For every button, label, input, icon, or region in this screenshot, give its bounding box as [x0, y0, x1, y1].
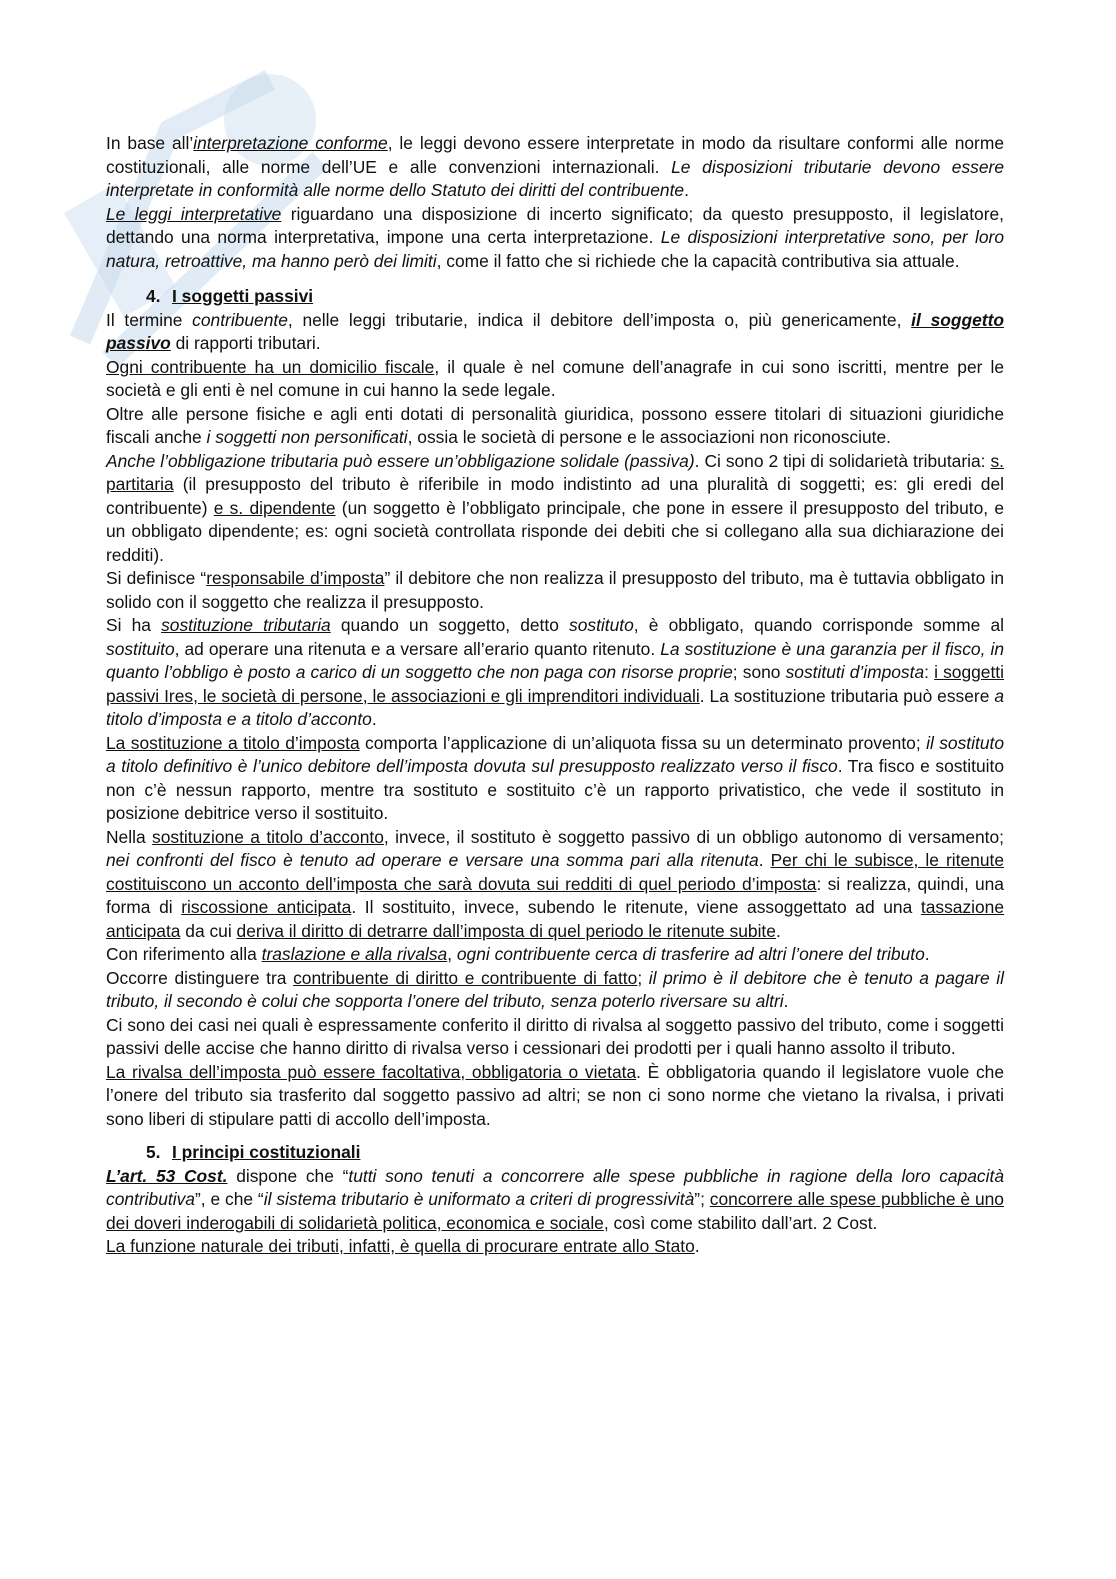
text-run: responsabile d’imposta [206, 568, 385, 588]
text-run: tutti sono tenuti a concorrere alle spese pubbliche in ragione della loro capacità contributiva [106, 1165, 1004, 1209]
paragraph [106, 732, 1004, 826]
text-run: , così come stabilito dall’art. 2 Cost. [603, 1212, 878, 1233]
text-run: tassazione anticipata [106, 897, 1005, 941]
text-run: , ossia le società di persone e le associazioni non riconosciute. [407, 427, 891, 447]
text-run: comporta l’applicazione di un’aliquota fissa su un determinato provento; [359, 732, 927, 753]
text-run: ogni contribuente cerca di trasferire ad altri l’onere del tributo [456, 944, 925, 964]
text-run: (il presupposto del tributo è riferibile in modo indistinto ad una pluralità di soggetti; es: gli eredi del contribuente) [106, 474, 1004, 518]
paragraph [106, 403, 1004, 450]
text-run: . [924, 944, 930, 964]
section-4-body [106, 309, 1004, 1132]
paragraph [106, 1235, 1004, 1259]
intro-section [106, 132, 1004, 273]
section-title: I soggetti passivi [172, 286, 314, 306]
text-run: La sostituzione a titolo d’imposta [106, 732, 360, 753]
text-run: traslazione e alla rivalsa [261, 944, 448, 964]
text-run: il primo è il debitore che è tenuto a pagare il tributo, il secondo è colui che sopporta l’onere del tributo, senza poterlo riversare su altri [106, 967, 1005, 1011]
text-run: deriva il diritto di detrarre dall’imposta di quel periodo le ritenute subite [236, 920, 776, 941]
section-heading-4 [106, 285, 1004, 309]
section-title: I principi costituzionali [172, 1142, 361, 1162]
text-run: , [447, 944, 457, 964]
paragraph [106, 1165, 1004, 1236]
text-run: . Ci sono 2 tipi di solidarietà tributaria: [694, 450, 991, 471]
text-run: , le leggi devono essere interpretate in modo da risultare conformi alle norme costituzionali, alle norme dell’UE e alle convenzioni internazionali. [106, 133, 1004, 177]
text-run: . È obbligatoria quando il legislatore vuole che l’onere del tributo sia trasferito dal soggetto passivo ad altri; se non ci sono norme che vietano la rivalsa, i privati sono liberi di stipulare patti di accollo dell’imposta. [106, 1061, 1005, 1129]
text-run: s. partitaria [106, 450, 1004, 494]
text-run: di rapporti tributari. [170, 333, 321, 353]
text-run: Le disposizioni interpretative sono, per loro natura, retroattive, ma hanno però dei limiti [106, 227, 1005, 271]
text-run: Occorre distinguere tra [106, 967, 294, 988]
text-run: ” il debitore che non realizza il presupposto del tributo, ma è tuttavia obbligato in solido con il soggetto che realizza il presupposto. [106, 568, 1004, 612]
section-number: 4. [146, 286, 161, 306]
text-run: . La sostituzione tributaria può essere [699, 685, 995, 706]
text-run: a titolo d’imposta e a titolo d’acconto [106, 685, 1005, 729]
text-run: da cui [180, 920, 237, 941]
text-run: Le leggi interpretative [106, 203, 282, 224]
text-run: , invece, il sostituto è soggetto passivo di un obbligo autonomo di versamento; [383, 826, 1004, 847]
text-run: Con riferimento alla [106, 944, 262, 964]
text-run: il soggetto passivo [106, 309, 1004, 353]
text-run: . [783, 991, 789, 1011]
text-run: sostituzione a titolo d’acconto [152, 826, 384, 847]
text-run: Ogni contribuente ha un domicilio fiscale [106, 356, 435, 377]
paragraph [106, 1061, 1004, 1132]
text-run: interpretazione conforme [193, 133, 388, 153]
text-run: riguardano una disposizione di incerto significato; da questo presupposto, il legislatore, dettando una norma interpretativa, impone una certa interpretazione. [106, 203, 1004, 247]
text-run: concorrere alle spese pubbliche è uno dei doveri inderogabili di solidarietà politica, economica e sociale [106, 1189, 1004, 1233]
text-run: nei confronti del fisco è tenuto ad operare e versare una somma pari alla ritenuta [106, 850, 759, 870]
document-page [106, 132, 1004, 1259]
text-run: e s. dipendente [213, 497, 336, 518]
text-run: La rivalsa dell’imposta può essere facoltativa, obbligatoria o vietata [106, 1061, 637, 1082]
text-run: riscossione anticipata [181, 897, 352, 917]
text-run: ”, e che “ [194, 1189, 264, 1209]
paragraph [106, 967, 1004, 1014]
text-run: . Il sostituito, invece, subendo le ritenute, viene assoggettato ad una [351, 897, 921, 917]
paragraph [106, 1014, 1004, 1061]
text-run: sostituti d’imposta [785, 662, 925, 682]
text-run: (un soggetto è l’obbligato principale, che pone in essere il presupposto del tributo, e un obbligato dipendente; es: ogni società controllata risponde dei debiti che si collegano alla sua dichiarazione dei redditi). [106, 497, 1005, 565]
text-run: il sistema tributario è uniformato a criteri di progressività [263, 1189, 695, 1209]
text-run: Ci sono dei casi nei quali è espressamente conferito il diritto di rivalsa al soggetto passivo del tributo, come i soggetti passivi delle accise che hanno diritto di rivalsa verso i cessionari dei prodotti per i quali hanno assolto il tributo. [106, 1014, 1004, 1058]
text-run: Si definisce “ [106, 568, 207, 588]
paragraph [106, 203, 1004, 274]
text-run: sostituzione tributaria [161, 615, 331, 635]
text-run: ”; [694, 1189, 710, 1209]
paragraph [106, 826, 1004, 944]
text-run: La sostituzione è una garanzia per il fisco, in quanto l’obbligo è posto a carico di un soggetto che non paga con risorse proprie [106, 638, 1005, 682]
text-run: Le disposizioni tributarie devono essere interpretate in conformità alle norme dello Statuto dei diritti del contribuente [106, 156, 1004, 200]
paragraph [106, 943, 1004, 967]
text-run: contribuente [192, 309, 288, 330]
text-run: Nella [106, 826, 153, 847]
text-run: : [924, 662, 935, 682]
text-run: . Tra fisco e sostituito non c’è nessun rapporto, mentre tra sostituto e sostituito c’è un rapporto privatistico, che vede il sostituto in posizione debitrice verso il sostituito. [106, 756, 1004, 823]
text-run: , nelle leggi tributarie, indica il debitore dell’imposta o, più genericamente, [287, 309, 912, 330]
text-run: . [775, 920, 781, 941]
text-run: , è obbligato, quando corrisponde somme al [633, 615, 1004, 635]
text-run: contribuente di diritto e contribuente di fatto [293, 967, 638, 988]
section-number: 5. [146, 1142, 161, 1162]
text-run: . [694, 1236, 700, 1256]
text-run: Per chi le subisce, le ritenute costituiscono un acconto dell’imposta che sarà dovuta sui redditi di quel periodo d’imposta [106, 850, 1005, 894]
paragraph [106, 309, 1004, 356]
text-run: dispone che “ [227, 1165, 349, 1186]
paragraph [106, 450, 1004, 568]
text-run: . [758, 850, 771, 870]
paragraph [106, 567, 1004, 614]
text-run: La funzione naturale dei tributi, infatti, è quella di procurare entrate allo Stato [106, 1236, 695, 1256]
paragraph [106, 132, 1004, 203]
section-5-body [106, 1165, 1004, 1259]
text-run: Oltre alle persone fisiche e agli enti dotati di personalità giuridica, possono essere titolari di situazioni giuridiche fiscali anche [106, 403, 1004, 447]
text-run: . [371, 709, 377, 729]
text-run: quando un soggetto, detto [330, 615, 570, 635]
text-run: L’art. 53 Cost. [106, 1165, 228, 1186]
text-run: , ad operare una ritenuta e a versare all’erario quanto ritenuto. [174, 638, 661, 659]
text-run: Il termine [106, 309, 193, 330]
text-run: i soggetti non personificati [206, 427, 408, 447]
text-run: Si ha [106, 615, 162, 635]
text-run: In base all’ [106, 133, 194, 153]
paragraph [106, 614, 1004, 732]
text-run: , il quale è nel comune dell’anagrafe in cui sono iscritti, mentre per le società e gli enti è nel comune in cui hanno la sede legale. [106, 356, 1004, 400]
text-run: Anche l’obbligazione tributaria può essere un’obbligazione solidale (passiva) [106, 450, 695, 471]
text-run: il sostituto a titolo definitivo è l’unico debitore dell’imposta dovuta sul presupposto realizzato verso il fisco [106, 732, 1004, 776]
text-run: ; [637, 967, 649, 988]
text-run: i soggetti passivi Ires, le società di persone, le associazioni e gli imprenditori individuali [106, 662, 1004, 706]
text-run: sostituito [106, 638, 175, 659]
text-run: , come il fatto che si richiede che la capacità contributiva sia attuale. [436, 250, 960, 271]
text-run: : si realizza, quindi, una forma di [106, 873, 1004, 917]
text-run: sostituto [569, 615, 634, 635]
text-run: . [684, 180, 689, 200]
text-run: ; sono [732, 662, 786, 682]
paragraph [106, 356, 1004, 403]
section-heading-5 [106, 1141, 1004, 1165]
